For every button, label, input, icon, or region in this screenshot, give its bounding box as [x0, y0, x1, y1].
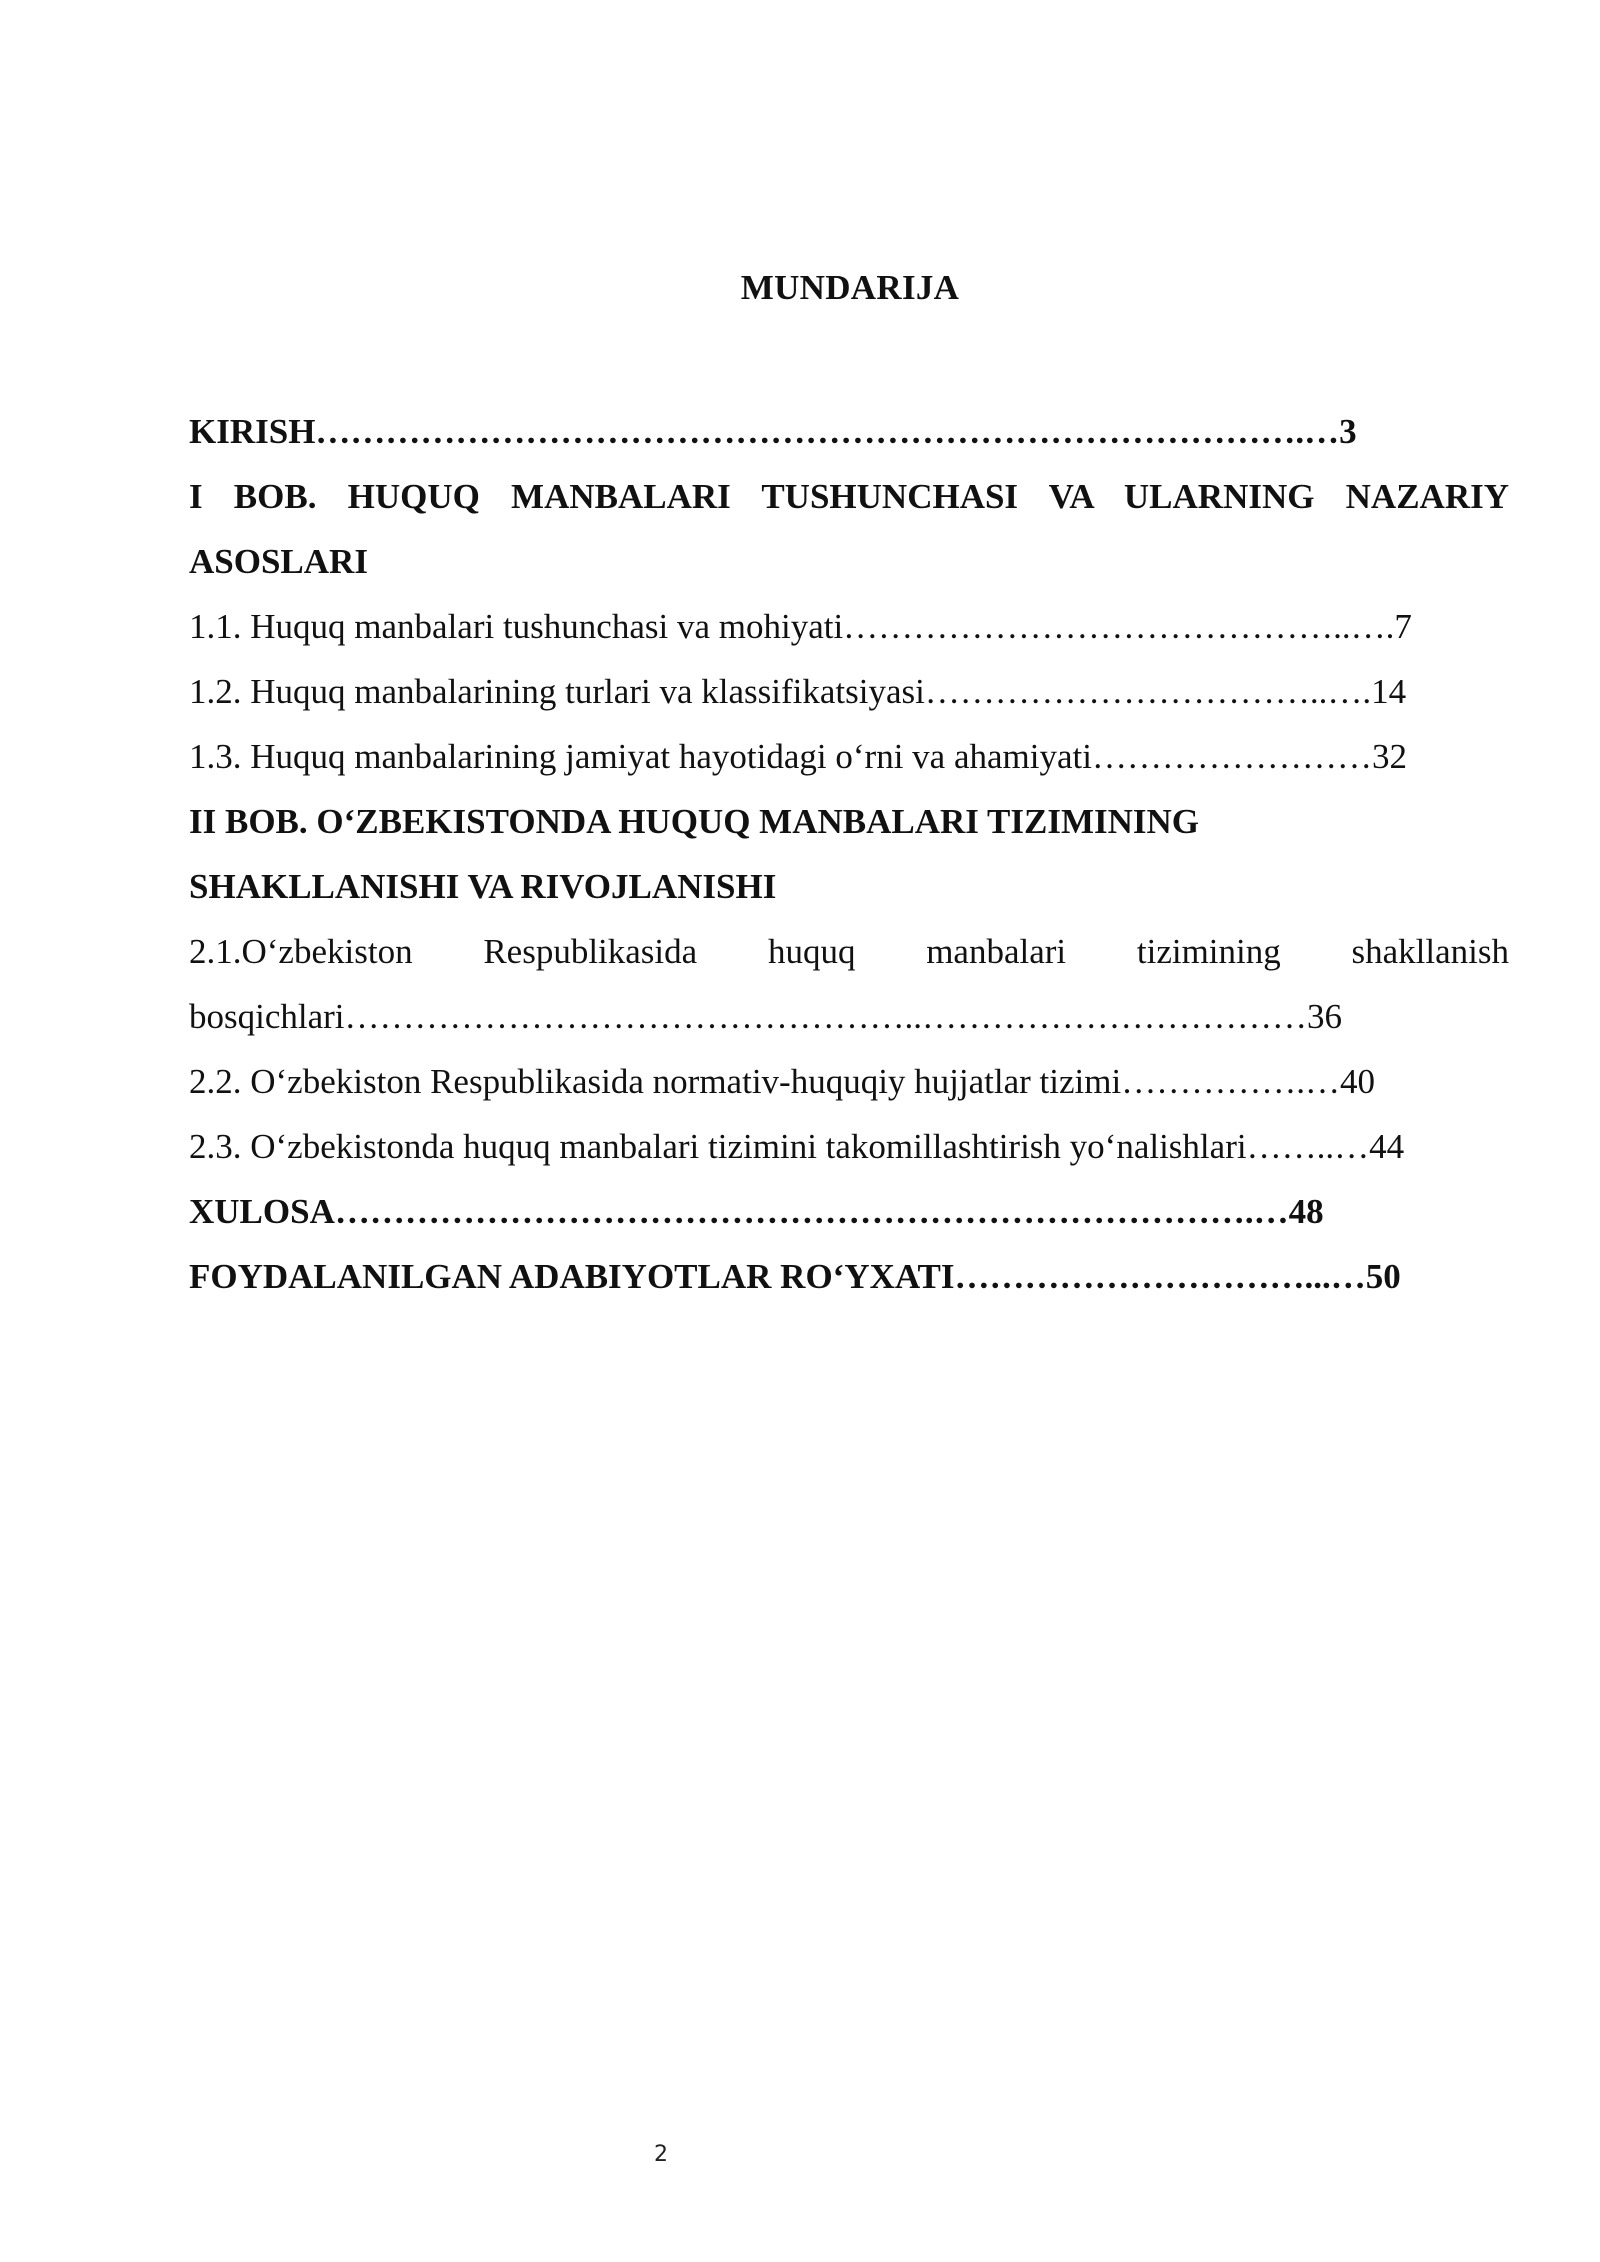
- toc-entry-2-1-cont: bosqichlari…………………………………………..……………………………36: [189, 997, 1343, 1036]
- toc-entry-kirish: KIRISH………………………………………………………………………….…3: [189, 412, 1357, 451]
- toc-chapter-2-title-cont: SHAKLLANISHI VA RIVOJLANISHI: [189, 867, 777, 906]
- toc-chapter-1-title: I BOB. HUQUQ MANBALARI TUSHUNCHASI VA ULARNING NAZARIY: [189, 477, 1509, 516]
- toc-chapter-1-title-cont: ASOSLARI: [189, 542, 368, 581]
- table-of-contents: [189, 399, 1509, 1309]
- toc-entry-1-2: 1.2. Huquq manbalarining turlari va klassifikatsiyasi……………………………..….14: [189, 672, 1407, 711]
- toc-chapter-2-title: II BOB. O‘ZBEKISTONDA HUQUQ MANBALARI TIZIMINING: [189, 802, 1200, 841]
- toc-entry-2-1: 2.1.O‘zbekiston Respublikasida huquq manbalari tizimining shakllanish: [189, 932, 1509, 971]
- toc-entry-2-3: 2.3. O‘zbekistonda huquq manbalari tizimini takomillashtirish yo‘nalishlari……..…44: [189, 1127, 1405, 1166]
- toc-entry-1-1: 1.1. Huquq manbalari tushunchasi va mohiyati……………………………………..….7: [189, 607, 1412, 646]
- toc-entry-1-3: 1.3. Huquq manbalarining jamiyat hayotidagi o‘rni va ahamiyati……………………32: [189, 737, 1407, 776]
- page-number: 2: [654, 2142, 668, 2167]
- toc-entry-2-2: 2.2. O‘zbekiston Respublikasida normativ-huquqiy hujjatlar tizimi…………….…40: [189, 1062, 1375, 1101]
- toc-heading: MUNDARIJA: [740, 268, 960, 307]
- toc-entry-references: FOYDALANILGAN ADABIYOTLAR RO‘YXATI…………………………...…50: [189, 1257, 1401, 1296]
- toc-entry-xulosa: XULOSA…………………………………………………………………….…48: [189, 1192, 1324, 1231]
